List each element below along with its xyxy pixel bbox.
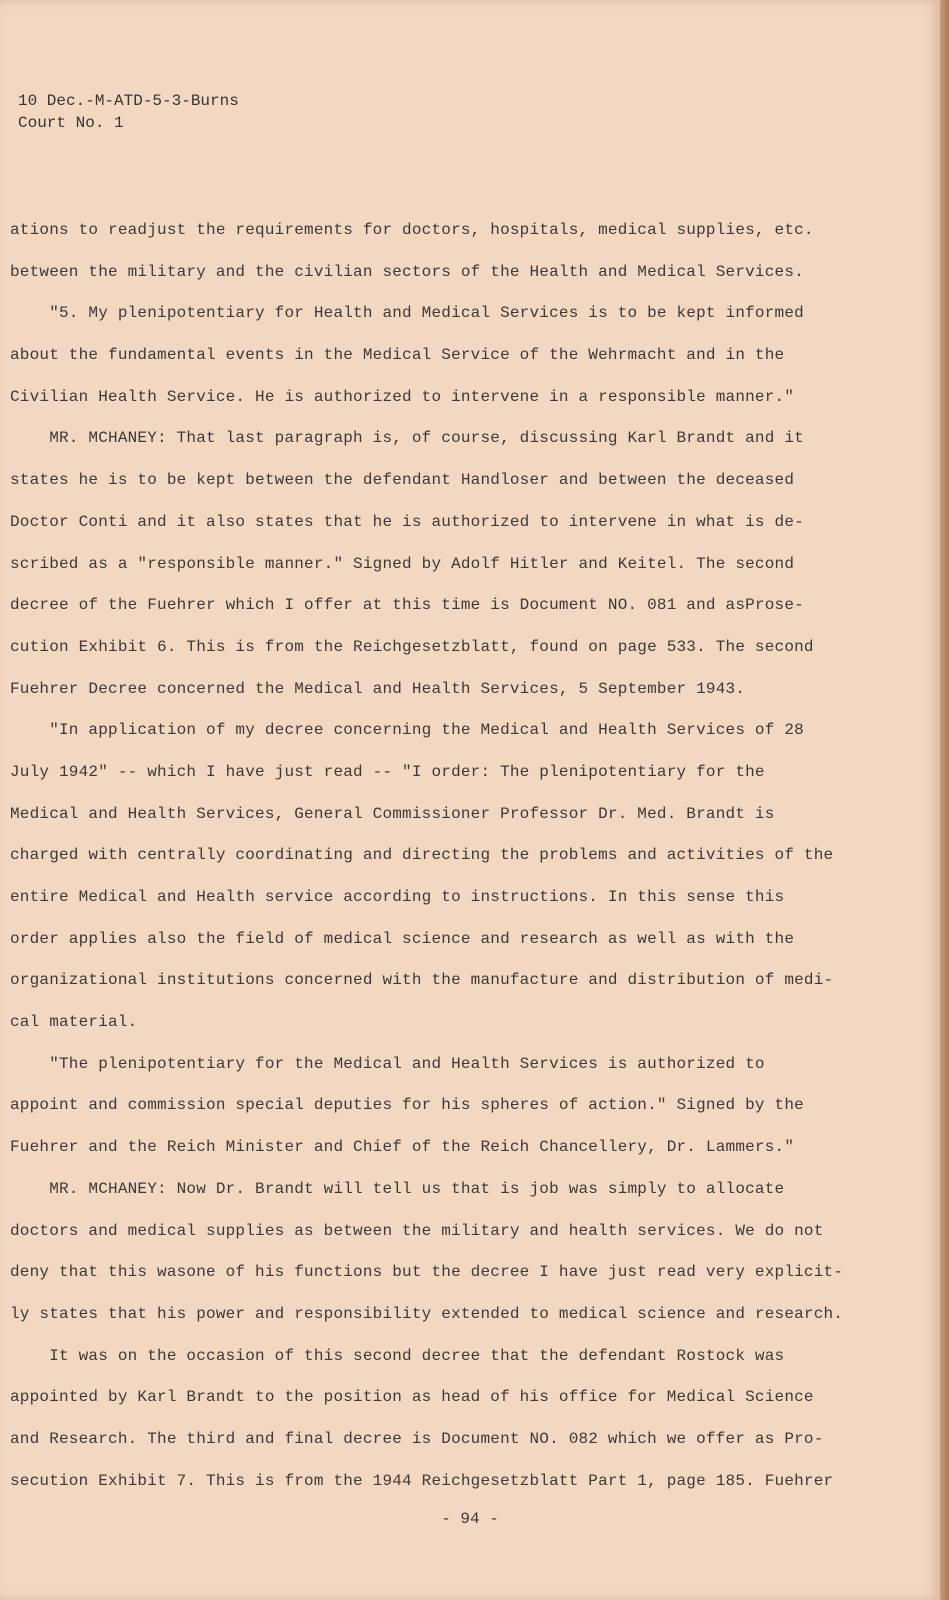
text-line: deny that this wasone of his functions but the decree I have just read very explicit- [10,1263,844,1282]
text-line: cal material. [10,1013,138,1032]
document-header [18,90,239,134]
text-line: "5. My plenipotentiary for Health and Medical Services is to be kept informed [10,304,804,323]
page-number: - 94 - [441,1510,499,1528]
text-line: organizational institutions concerned with the manufacture and distribution of medi- [10,971,834,990]
text-line: states he is to be kept between the defendant Handloser and between the deceased [10,471,795,490]
text-line: between the military and the civilian sectors of the Health and Medical Services. [10,262,804,281]
text-line: Medical and Health Services, General Commissioner Professor Dr. Med. Brandt is [10,804,775,823]
text-line: July 1942" -- which I have just read -- "I order: The plenipotentiary for the [10,762,765,781]
page-edge [940,0,949,1600]
text-line: ations to readjust the requirements for doctors, hospitals, medical supplies, etc. [10,221,814,239]
text-line: ly states that his power and responsibility extended to medical science and research. [10,1304,844,1323]
text-line: and Research. The third and final decree is Document NO. 082 which we offer as Pro- [10,1429,824,1448]
text-line: MR. MCHANEY: That last paragraph is, of course, discussing Karl Brandt and it [10,429,804,448]
header-line-1: 10 Dec.-M-ATD-5-3-Burns [18,92,239,110]
text-line: cution Exhibit 6. This is from the Reichgesetzblatt, found on page 533. The second [10,637,814,656]
text-line: "The plenipotentiary for the Medical and Health Services is authorized to [10,1054,765,1073]
text-line: entire Medical and Health service according to instructions. In this sense this [10,888,785,906]
text-line: Fuehrer and the Reich Minister and Chief of the Reich Chancellery, Dr. Lammers." [10,1138,795,1157]
text-line: secution Exhibit 7. This is from the 1944 Reichgesetzblatt Part 1, page 185. Fuehrer [10,1471,834,1490]
text-line: about the fundamental events in the Medical Service of the Wehrmacht and in the [10,346,785,365]
text-line: Fuehrer Decree concerned the Medical and Health Services, 5 September 1943. [10,679,746,698]
text-line: Civilian Health Service. He is authorized to intervene in a responsible manner." [10,387,795,406]
transcript-body [10,210,920,1502]
text-line: appoint and commission special deputies for his spheres of action." Signed by the [10,1096,804,1115]
text-line: Doctor Conti and it also states that he is authorized to intervene in what is de- [10,512,804,531]
text-line: scribed as a "responsible manner." Signed by Adolf Hitler and Keitel. The second [10,554,795,573]
text-line: order applies also the field of medical science and research as well as with the [10,929,795,948]
text-line: "In application of my decree concerning the Medical and Health Services of 28 [10,721,804,740]
text-line: charged with centrally coordinating and directing the problems and activities of the [10,846,834,865]
header-line-2: Court No. 1 [18,114,124,132]
text-line: decree of the Fuehrer which I offer at this time is Document NO. 081 and asProse- [10,596,804,615]
text-line: doctors and medical supplies as between the military and health services. We do not [10,1221,824,1240]
text-line: appointed by Karl Brandt to the position as head of his office for Medical Science [10,1388,814,1407]
text-line: It was on the occasion of this second decree that the defendant Rostock was [10,1346,785,1365]
text-line: MR. MCHANEY: Now Dr. Brandt will tell us that is job was simply to allocate [10,1179,785,1198]
